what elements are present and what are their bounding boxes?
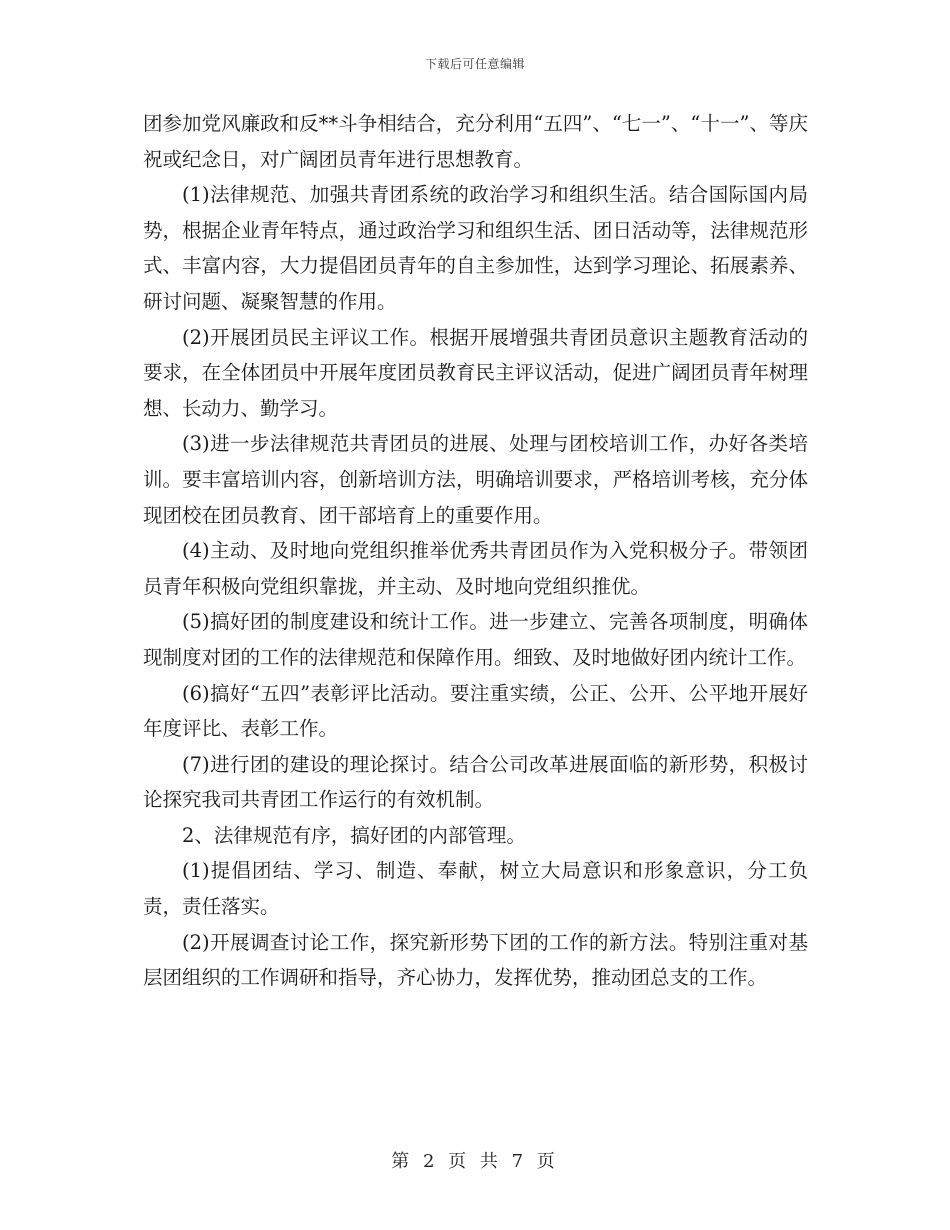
paragraph-intro-continued: 团参加党风廉政和反**斗争相结合，充分利用“五四”、“七一”、“十一”、等庆祝或纪念日，对广阔团员青年进行思想教育。 [143, 112, 808, 171]
paragraph-sub-item-2: (2)开展调查讨论工作，探究新形势下团的工作的新方法。特别注重对基层团组织的工作调研和指导，齐心协力，发挥优势，推动团总支的工作。 [143, 930, 808, 990]
paragraph-item-2: (2)开展团员民主评议工作。根据开展增强共青团员意识主题教育活动的要求，在全体团员中开展年度团员教育民主评议活动，促进广阔团员青年树理想、长动力、勤学习。 [143, 325, 808, 420]
paragraph-item-6: (6)搞好“五四”表彰评比活动。要注重实绩，公正、公开、公平地开展好年度评比、表彰工作。 [143, 681, 808, 741]
paragraph-item-3: (3)进一步法律规范共青团员的进展、处理与团校培训工作，办好各类培训。要丰富培训内容，创新培训方法，明确培训要求，严格培训考核，充分体现团校在团员教育、团干部培育上的重要作用。 [143, 432, 808, 527]
paragraph-item-1: (1)法律规范、加强共青团系统的政治学习和组织生活。结合国际国内局势，根据企业青年特点，通过政治学习和组织生活、团日活动等，法律规范形式、丰富内容，大力提倡团员青年的自主参加性，达到学习理论、拓展素养、研讨问题、凝聚智慧的作用。 [143, 183, 808, 313]
paragraph-item-5: (5)搞好团的制度建设和统计工作。进一步建立、完善各项制度，明确体现制度对团的工作的法律规范和保障作用。细致、及时地做好团内统计工作。 [143, 610, 808, 669]
page-number: 第 2 页 共 7 页 [391, 1151, 559, 1172]
document-body [143, 106, 808, 996]
paragraph-sub-item-1: (1)提倡团结、学习、制造、奉献，树立大局意识和形象意识，分工负责，责任落实。 [143, 859, 808, 919]
section-heading-2: 2、法律规范有序，搞好团的内部管理。 [182, 823, 526, 847]
page-header-note: 下载后可任意编辑 [424, 57, 525, 71]
paragraph-item-4: (4)主动、及时地向党组织推举优秀共青团员作为入党积极分子。带领团员青年积极向党组织靠拢，并主动、及时地向党组织推优。 [143, 539, 808, 598]
paragraph-item-7: (7)进行团的建设的理论探讨。结合公司改革进展面临的新形势，积极讨论探究我司共青团工作运行的有效机制。 [143, 752, 808, 812]
